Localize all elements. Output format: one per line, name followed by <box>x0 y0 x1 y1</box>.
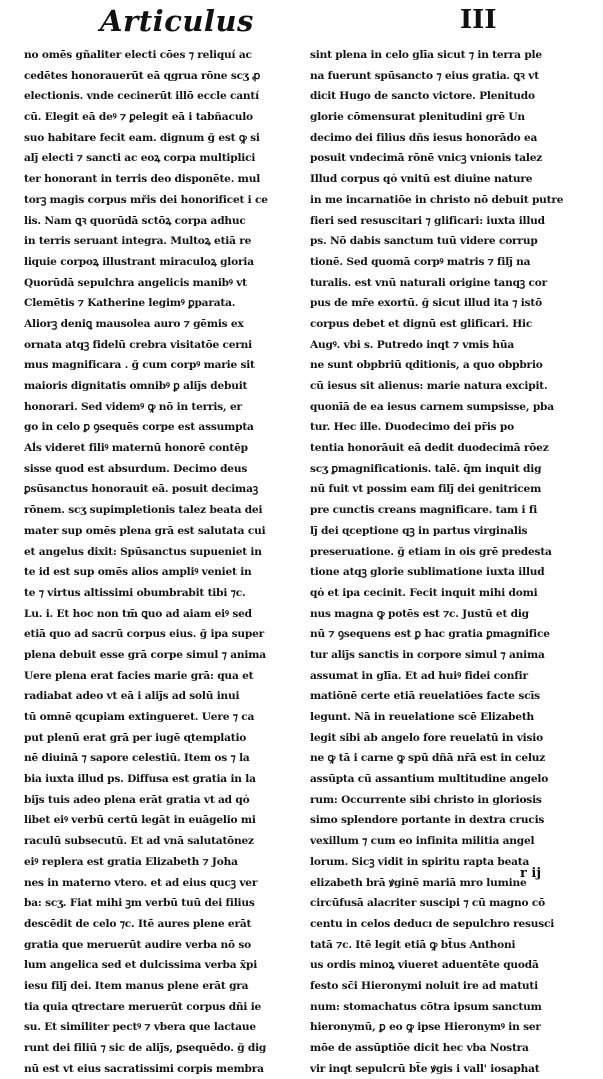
left-column-line: ꝑsūsanctus honorauit eā. posuit decimaꝫ <box>24 483 258 496</box>
right-column-line: qȯ et ipa cecinit. Fecit inquit mihi domi <box>310 586 538 599</box>
right-column-line: ne sunt obpbriū ɋditionis, a quo obpbrio <box>310 359 543 372</box>
right-column-line: corpus debet et dignū est glificari. Hic <box>310 317 533 330</box>
left-column-line: torꝫ magis corpus mřis dei honorificet i ce <box>24 193 268 206</box>
right-column-line: decimo dei filius dñs iesus honorādo ea <box>310 131 538 144</box>
right-column-line: simo splendore portante in dextra crucis <box>310 814 545 827</box>
left-column-line: tū omnē ɋcupiam extingueret. Uere ⁊ ca <box>24 711 255 723</box>
right-column-line: rum: Occurrente sibi christo in gloriosis <box>310 793 542 806</box>
right-column-line: mōe de assūptiōe dicit hec vba Nostra <box>310 1042 529 1054</box>
running-title: Articulus <box>100 4 254 38</box>
left-column-line: put plenū erat grā per iugē ɋtemplatio <box>24 731 247 744</box>
left-column-line: maioris dignitatis omnibꝰ ꝑ aliȷ̄s debuit <box>24 380 248 392</box>
left-column-line: in terris seruant integra. Multoꝝ etiā re <box>24 235 252 248</box>
left-column-line: Lu. i. Et hoc non tm̄ ꝗuo ad aiam eiꝰ sed <box>24 607 252 620</box>
signature-mark: r ij <box>520 866 542 881</box>
left-column-line: raculū subsecutū. Et ad vnā salutatōnez <box>24 835 254 848</box>
right-column-line: lȷ̄ dei ɋceptione qꝫ in partus virginalis <box>310 524 528 537</box>
left-column-line: radiabat adeo vt eā i aliȷ̄s ad solū inui <box>24 690 240 703</box>
right-column-line: nū ⁊ ꝯsequens est ꝑ hac gratia ꝑmagnifice <box>310 628 550 641</box>
left-column-line: descēdit de celo ⁊c. Itē aures plene erāt <box>24 917 252 930</box>
left-column-line: nes in materno vtero. et ad eius ɋucꝫ ver <box>24 876 258 889</box>
left-column-line: ornata atqꝫ fidelū crebra visitatōe cerni <box>24 338 252 351</box>
right-column-line: tur. Hec ille. Duodecimo dei pr̄is po <box>310 421 514 434</box>
right-column-line: festo sc̄i Hieronymi noluit ire ad matuti <box>310 979 538 992</box>
right-column-line: Augꝰ. vbi s. Putredo inqt ⁊ vmis hūa <box>310 338 514 351</box>
right-column-line: quonīā de ea iesus carnem sumpsisse, pba <box>310 400 554 413</box>
right-column-line: tionē. Sed quomā corpꝰ matris ⁊ filȷ̄ na <box>310 255 531 268</box>
right-column-line: Illud corpus qȯ vnitū est diuine nature <box>310 173 533 186</box>
right-column-line: fieri sed resuscitari ⁊ glificari: iuxta illud <box>310 214 545 227</box>
right-column-line: dicit Hugo de sancto victore. Plenitudo <box>310 90 535 103</box>
left-column-line: sisse quod est absurdum. Decimo deus <box>24 462 248 475</box>
right-column <box>310 45 592 1079</box>
left-column-line: ter honorant in terris deo disponēte. mul <box>24 173 261 186</box>
right-column-line: tatā ⁊c. Itē legit etiā ꝙ bt̄us Anthoni <box>310 938 516 951</box>
left-column-line: rōnem. scʒ supimpletionis talez beata dei <box>24 504 263 517</box>
left-column-line: honorari. Sed videmꝰ ꝙ nō in terris, er <box>24 400 242 413</box>
left-column-line: nē diuinā ⁊ sapore celestiū. Item os ⁊ la <box>24 752 250 765</box>
right-column-line: vexillum ⁊ cum eo infinita militia angel <box>310 835 535 848</box>
left-column <box>24 45 306 1079</box>
left-column-line: te ⁊ virtus altissimi obumbrabit tibi ⁊c. <box>24 586 246 599</box>
left-column-line: su. Et similiter pectꝰ ⁊ vbera que lactaue <box>24 1021 256 1034</box>
right-column-line: in me incarnatiōe in christo nō debuit putre <box>310 193 564 206</box>
left-column-line: electionis. vnde cecinerūt illō eccle cantí <box>24 90 259 103</box>
right-column-line: tentia honorāuit eā dedit duodecimā rōez <box>310 442 549 455</box>
left-column-line: iesu filȷ̄ dei. Item manus plene erāt gra <box>24 979 249 992</box>
right-column-line: legunt. Nā in reuelatione scē Elizabeth <box>310 711 535 723</box>
right-column-line: lorum. Sicꝫ vidit in spiritu rapta beata <box>310 855 530 868</box>
right-column-line: turalis. est vnū naturali origine tanqꝫ cor <box>310 276 548 289</box>
left-column-line: runt dei filiū ⁊ sic de aliȷ̄s, ꝑsequēdo. ğ dig <box>24 1042 267 1054</box>
left-column-line: tia quia ɋtrectare meruerūt corpus dñi ie <box>24 1000 262 1013</box>
left-column-line: et angelus dixit: Spūsanctus supueniet in <box>24 545 262 558</box>
left-column-line: cū. Elegit eā deꝰ ⁊ ꝑelegit eā i tabñaculo <box>24 111 253 124</box>
left-column-line: nū est vt eius sacratissimi corpis membra <box>24 1062 264 1075</box>
left-column-line: te id est sup omēs alios ampliꝰ veniet in <box>24 566 252 579</box>
left-column-line: no omēs gñaliter electi cōes ⁊ reliquí ac <box>24 49 252 61</box>
right-column-line: legit sibi ab angelo fore reuelatū in visio <box>310 731 543 744</box>
folio-number: III <box>460 5 497 35</box>
right-column-line: matiōnē certe etiā reuelatiōes facte scīs <box>310 690 540 703</box>
right-column-line: nus magna ꝙ potēs est ⁊c. Justū et dig <box>310 607 529 620</box>
right-column-line: ps. Nō dabis sanctum tuū videre corrup <box>310 235 538 248</box>
right-column-line: na fuerunt spūsancto ⁊ eius gratia. ꝗꝛ vt <box>310 69 539 82</box>
right-column-line: scʒ ꝑmagnificationis. talē. q̄m inquit dig <box>310 462 542 475</box>
left-column-line: Uere plena erat facies marie grā: qua et <box>24 669 254 682</box>
left-column-line: mus magnificara . ğ cum corpꝰ marie sit <box>24 359 255 372</box>
left-column-line: lis. Nam ꝗꝛ quorūdā sctōꝝ corpa adhuc <box>24 214 246 227</box>
right-column-line: preseruatione. ğ etiam in ois grē predesta <box>310 545 552 558</box>
left-column-line: eiꝰ replera est gratia Elizabeth ⁊ Joha <box>24 855 238 868</box>
left-column-line: liquie corpoꝝ illustrant miraculoꝝ gloria <box>24 255 254 268</box>
right-column-line: circūfusā alacriter suscipi ⁊ cū magno cō <box>310 897 545 910</box>
right-column-line: vir inqt sepulcrū bt̄e ꝟgis i vall' iosaphat <box>310 1062 540 1075</box>
left-column-line: Aĺs videret filiꝰ maternū honorē contēp <box>24 442 248 455</box>
right-column-line: pus de mr̄e exortū. ğ sicut illud ita ⁊ istō <box>310 297 542 310</box>
right-column-line: elizabeth brā ꝟginē mariā mro lumine <box>310 876 527 889</box>
left-column-line: alȷ̄ electi ⁊ sancti ac eoꝝ corpa multiplici <box>24 152 256 165</box>
right-column-line: us ordis minoꝝ viueret aduentēte quodā <box>310 959 539 972</box>
left-column-line: lum angelica sed et dulcissima verba x̄pi <box>24 959 258 972</box>
left-column-line: biȷ̄s tuis adeo plena erāt gratia vt ad qȯ <box>24 793 250 806</box>
left-column-line: cedētes honorauerūt eā ɋgrua rōne scʒ ꝓ <box>24 69 261 82</box>
right-column-line: ne ꝙ tā i carne ꝙ spū dñā nr̄ā est in celuz <box>310 752 546 765</box>
right-column-line: nū fuit vt possim eam filȷ̄ dei genitricem <box>310 483 542 496</box>
right-column-line: posuit vndecimā rōnē vnicꝫ vnionis talez <box>310 152 543 165</box>
right-column-line: num: stomachatus cōtra ipsum sanctum <box>310 1000 542 1013</box>
left-column-line: Aliorꝫ deniꝗ mausolea auro ⁊ gēmis ex <box>24 317 244 330</box>
left-column-line: ba: scʒ. Fiat mihi ꝫm verbū tuū dei filius <box>24 897 255 910</box>
left-column-line: mater sup omēs plena grā est salutata cui <box>24 524 266 537</box>
right-column-line: assumat in glīa. Et ad huiꝰ fidei confir <box>310 669 528 682</box>
right-column-line: centu in celos deducı de sepulchro resusci <box>310 917 555 930</box>
left-column-line: bia iuxta illud ps. Diffusa est gratia in la <box>24 773 256 786</box>
left-column-line: go in celo ꝑ ꝯsequēs corpe est assumpta <box>24 421 254 434</box>
left-column-line: libet eiꝰ verbū certū legāt in euāgelio mi <box>24 814 256 827</box>
right-column-line: glorie cōmensurat plenitudini grē Un <box>310 111 525 124</box>
left-column-line: etiā quo ad sacrū corpus eius. ğ ipa super <box>24 628 265 641</box>
right-column-line: tione atqꝫ glorie sublimatione iuxta illud <box>310 566 545 579</box>
left-column-line: Clemētis ⁊ Katherine legimꝰ ꝑparata. <box>24 297 236 310</box>
right-column-line: cū iesus sit alienus: marie natura excipit. <box>310 380 548 392</box>
right-column-line: sint plena in celo glīa sicut ⁊ in terra ple <box>310 49 542 61</box>
left-column-line: suo habitare fecit eam. dignum ğ est ꝙ si <box>24 131 260 144</box>
right-column-line: assūpta cū assantium multitudine angelo <box>310 773 549 786</box>
left-column-line: gratia que meruerūt audire verba nō so <box>24 938 252 951</box>
right-column-line: hieronymū, ꝑ eo ꝙ ipse Hieronymꝰ in ser <box>310 1021 541 1034</box>
left-column-line: Quorūdā sepulchra angelicis manibꝰ vt <box>24 276 247 289</box>
right-column-line: pre cunctis creans magnificare. tam i fi <box>310 504 538 517</box>
right-column-line: tur aliȷ̄s sanctis in corpore simul ⁊ anima <box>310 648 545 661</box>
left-column-line: plena debuit esse grā corpe simul ⁊ anima <box>24 648 266 661</box>
